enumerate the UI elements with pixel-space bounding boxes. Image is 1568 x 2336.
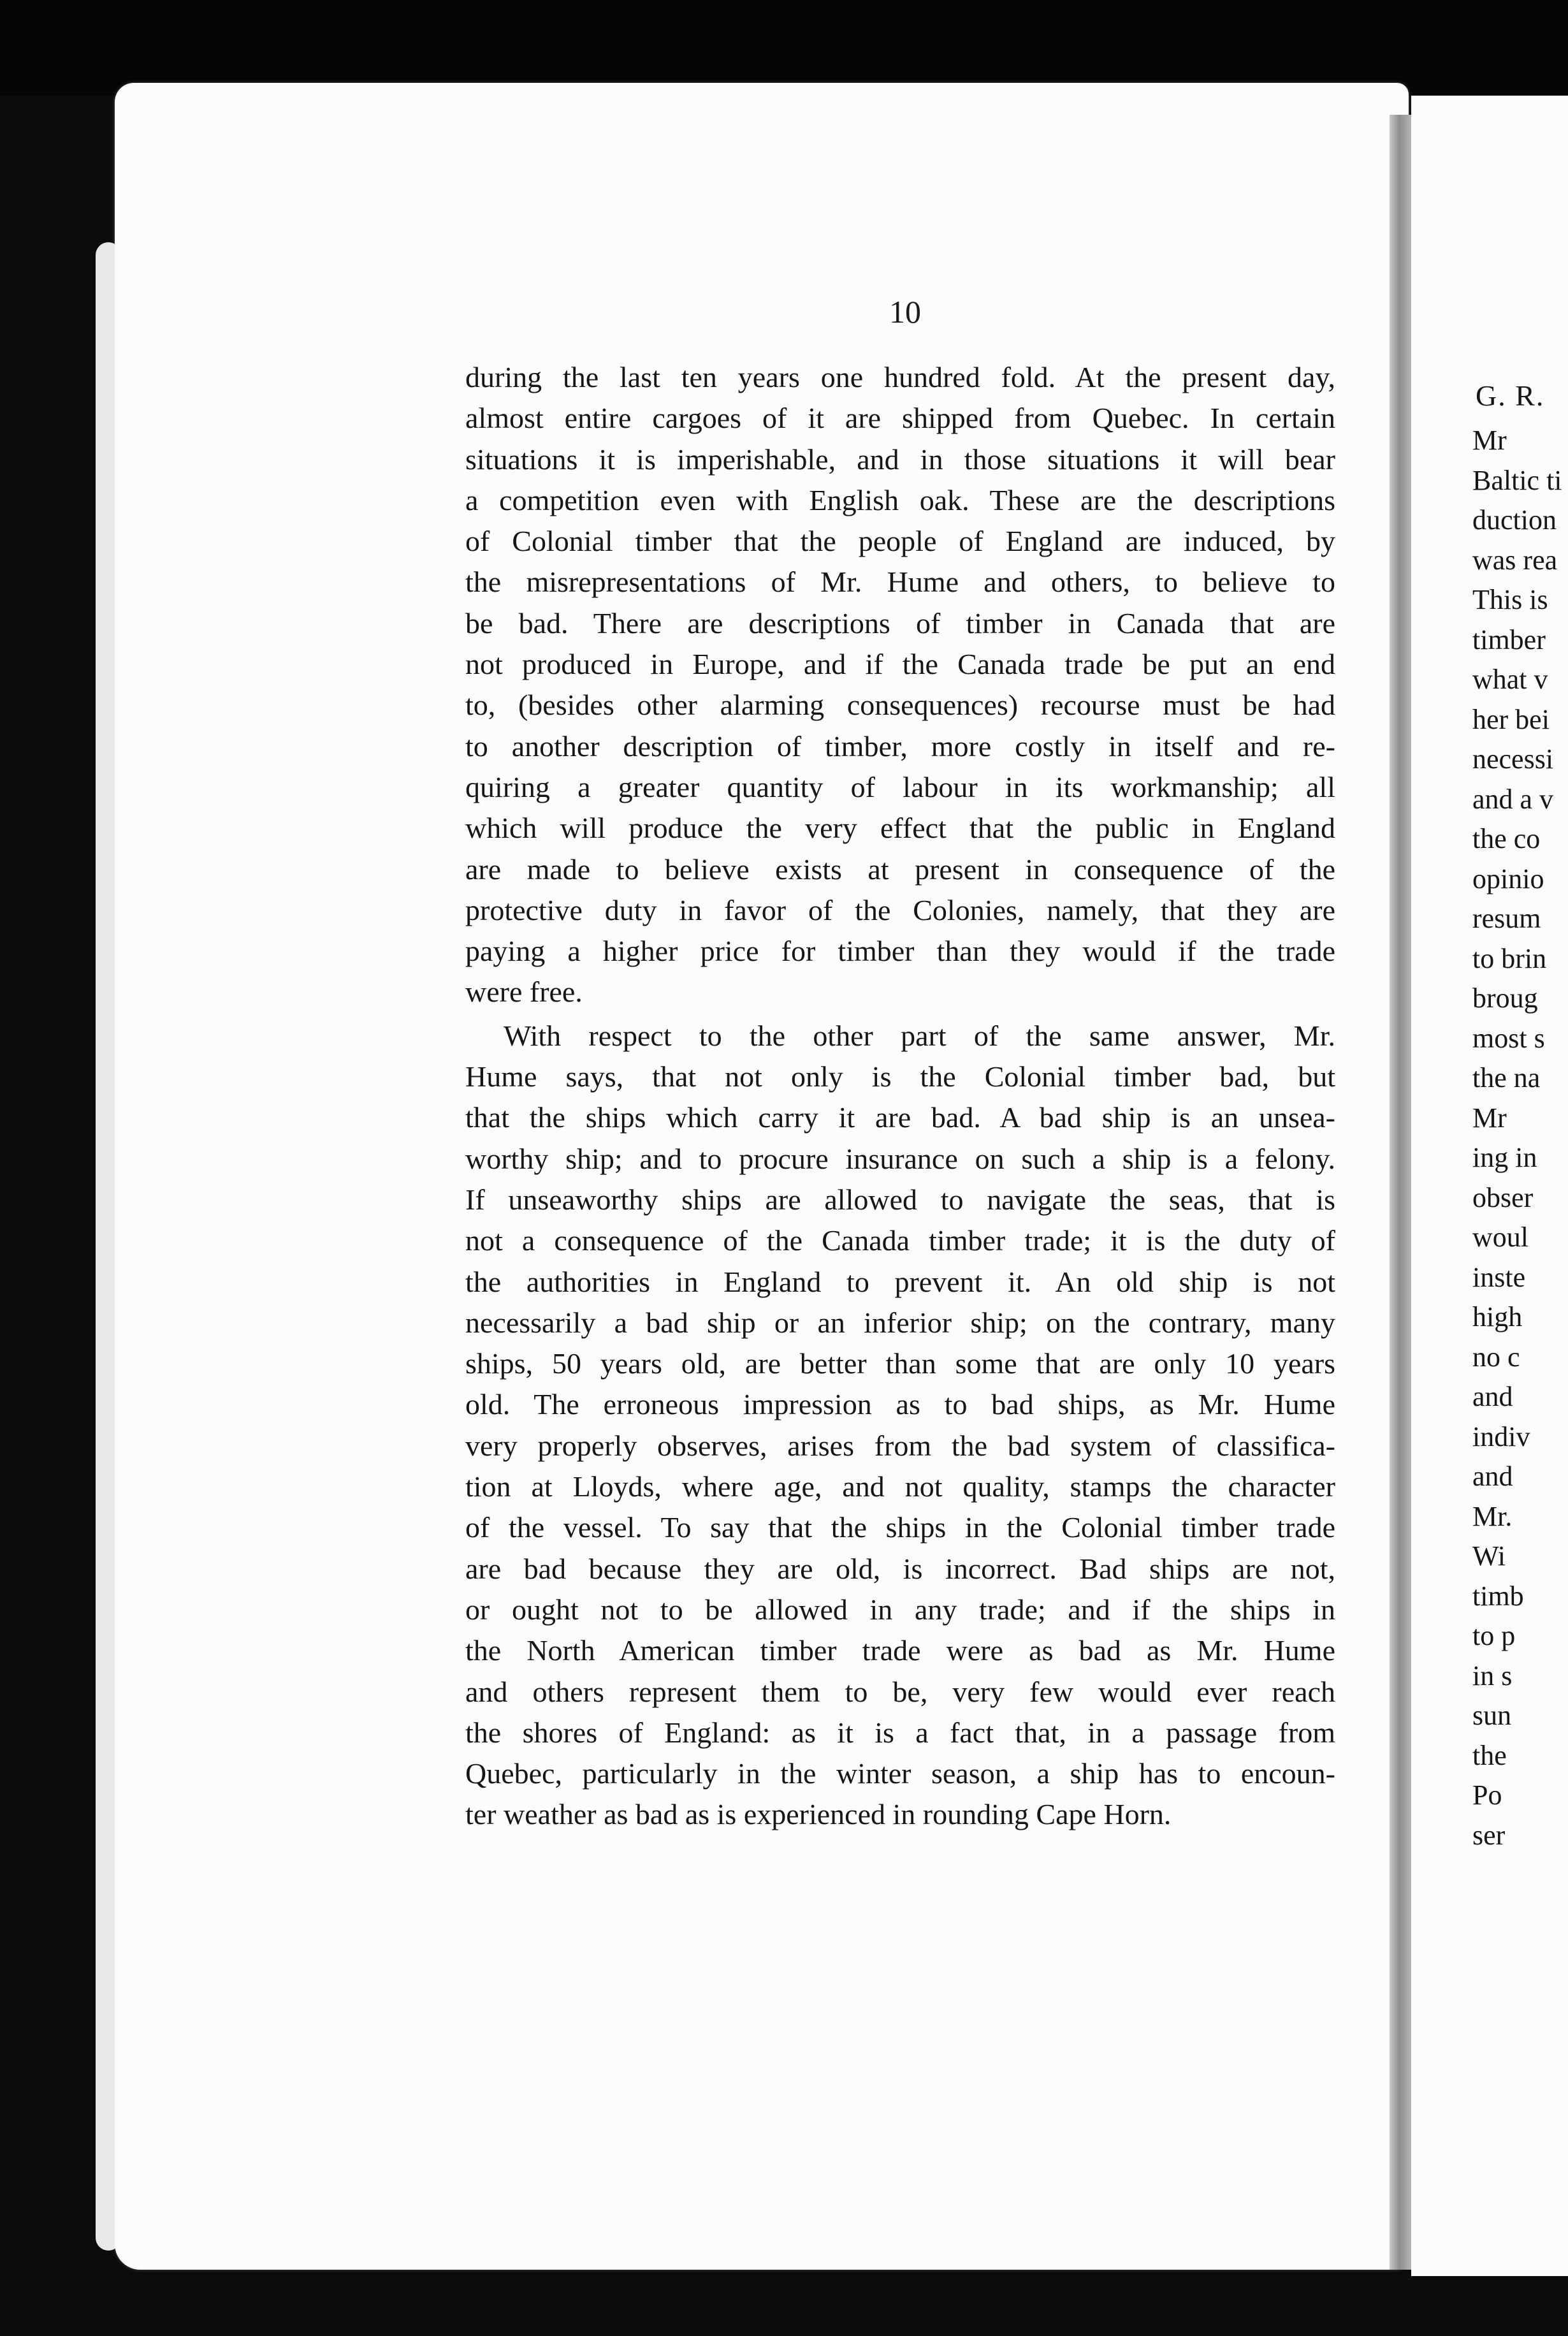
facing-text-line: no c (1472, 1341, 1520, 1373)
facing-text-line: to brin (1472, 942, 1547, 974)
facing-text-line: to p (1472, 1620, 1516, 1651)
facing-page-text (1472, 421, 1568, 1855)
film-border (0, 0, 1568, 96)
facing-text-line: and (1472, 1381, 1513, 1412)
facing-text-line: broug (1472, 982, 1538, 1014)
text-line: not produced in Europe, and if the Canada trade be put an end (465, 648, 1335, 681)
text-line: the shores of England: as it is a fact that, in a passage from (465, 1716, 1335, 1749)
text-line: the authorities in England to prevent it. An old ship is not (465, 1265, 1335, 1298)
facing-text-line: the co (1472, 823, 1541, 854)
text-line: and others represent them to be, very few would ever reach (465, 1675, 1335, 1708)
facing-text-line: her bei (1472, 703, 1550, 735)
text-line: the North American timber trade were as bad as Mr. Hume (465, 1634, 1335, 1667)
facing-text-line: Mr (1472, 425, 1507, 456)
text-line: a competition even with English oak. These are the descriptions (465, 483, 1335, 516)
text-line: worthy ship; and to procure insurance on such a ship is a felony. (465, 1142, 1335, 1175)
text-line: necessarily a bad ship or an inferior ship; on the contrary, many (465, 1306, 1335, 1339)
page-number: 10 (889, 294, 921, 330)
facing-text-line: opinio (1472, 863, 1544, 894)
facing-text-line: This is (1472, 584, 1548, 615)
text-line: of Colonial timber that the people of England are induced, by (465, 525, 1335, 558)
text-line: which will produce the very effect that the public in England (465, 812, 1335, 845)
text-line: paying a higher price for timber than they would if the trade (465, 935, 1335, 968)
facing-text-line: Po (1472, 1779, 1502, 1811)
facing-text-line: ser (1472, 1819, 1506, 1851)
text-line: old. The erroneous impression as to bad ships, as Mr. Hume (465, 1388, 1335, 1421)
facing-text-line: resum (1472, 903, 1541, 934)
facing-text-line: most s (1472, 1022, 1545, 1054)
text-line: Hume says, that not only is the Colonial timber bad, but (465, 1060, 1335, 1093)
facing-text-line: what v (1472, 664, 1548, 695)
text-line: to another description of timber, more costly in itself and re- (465, 729, 1335, 763)
facing-text-line: Mr. (1472, 1500, 1513, 1532)
text-line: tion at Lloyds, where age, and not quality, stamps the character (465, 1470, 1335, 1503)
paragraph-1 (465, 357, 1335, 1013)
text-line: almost entire cargoes of it are shipped from Quebec. In certain (465, 402, 1335, 435)
text-line: With respect to the other part of the same answer, Mr. (504, 1019, 1335, 1052)
facing-text-line: sun (1472, 1700, 1512, 1731)
facing-text-line: and a v (1472, 783, 1554, 815)
facing-text-line: Baltic ti (1472, 464, 1562, 496)
facing-text-line: obser (1472, 1181, 1534, 1213)
facing-text-line: was rea (1472, 544, 1558, 576)
book-gutter (1390, 115, 1411, 2270)
text-line: are bad because they are old, is incorrect. Bad ships are not, (465, 1552, 1335, 1585)
facing-text-line: the na (1472, 1062, 1541, 1093)
text-line: Quebec, particularly in the winter season, a ship has to encoun- (465, 1757, 1335, 1790)
text-line: to, (besides other alarming consequences) recourse must be had (465, 689, 1335, 722)
text-line: ter weather as bad as is experienced in rounding Cape Horn. (465, 1798, 1172, 1831)
facing-text-line: in s (1472, 1660, 1513, 1691)
body-text (465, 357, 1335, 1836)
text-line: during the last ten years one hundred fold. At the present day, (465, 361, 1335, 393)
text-line: If unseaworthy ships are allowed to navigate the seas, that is (465, 1183, 1335, 1216)
text-line: situations it is imperishable, and in those situations it will bear (465, 442, 1335, 476)
text-line: are made to believe exists at present in consequence of the (465, 852, 1335, 886)
facing-text-line: and (1472, 1461, 1513, 1492)
text-line: not a consequence of the Canada timber trade; it is the duty of (465, 1224, 1335, 1257)
text-line: be bad. There are descriptions of timber in Canada that are (465, 606, 1335, 639)
facing-text-line: indiv (1472, 1420, 1530, 1452)
facing-text-line: woul (1472, 1222, 1528, 1253)
facing-text-line: timber (1472, 624, 1546, 655)
facing-text-line: necessi (1472, 743, 1554, 775)
paragraph-2 (465, 1016, 1335, 1836)
facing-text-line: duction (1472, 504, 1557, 536)
facing-page-heading: G. R. (1476, 379, 1545, 412)
facing-text-line: inste (1472, 1261, 1526, 1293)
text-line: the misrepresentations of Mr. Hume and others, to believe to (465, 566, 1335, 599)
facing-text-line: Mr (1472, 1102, 1507, 1134)
facing-text-line: ing in (1472, 1142, 1537, 1173)
text-line: quiring a greater quantity of labour in its workmanship; all (465, 770, 1335, 803)
text-line: or ought not to be allowed in any trade; and if the ships in (465, 1593, 1335, 1626)
facing-text-line: the (1472, 1739, 1507, 1771)
facing-text-line: Wi (1472, 1540, 1506, 1572)
facing-text-line: timb (1472, 1580, 1524, 1612)
text-line: were free. (465, 975, 583, 1009)
text-line: of the vessel. To say that the ships in the Colonial timber trade (465, 1511, 1335, 1544)
facing-text-line: high (1472, 1301, 1523, 1332)
text-line: that the ships which carry it are bad. A bad ship is an unsea- (465, 1101, 1335, 1134)
text-line: very properly observes, arises from the bad system of classifica- (465, 1429, 1335, 1462)
text-line: protective duty in favor of the Colonies, namely, that they are (465, 893, 1335, 926)
text-line: ships, 50 years old, are better than some that are only 10 years (465, 1347, 1335, 1380)
